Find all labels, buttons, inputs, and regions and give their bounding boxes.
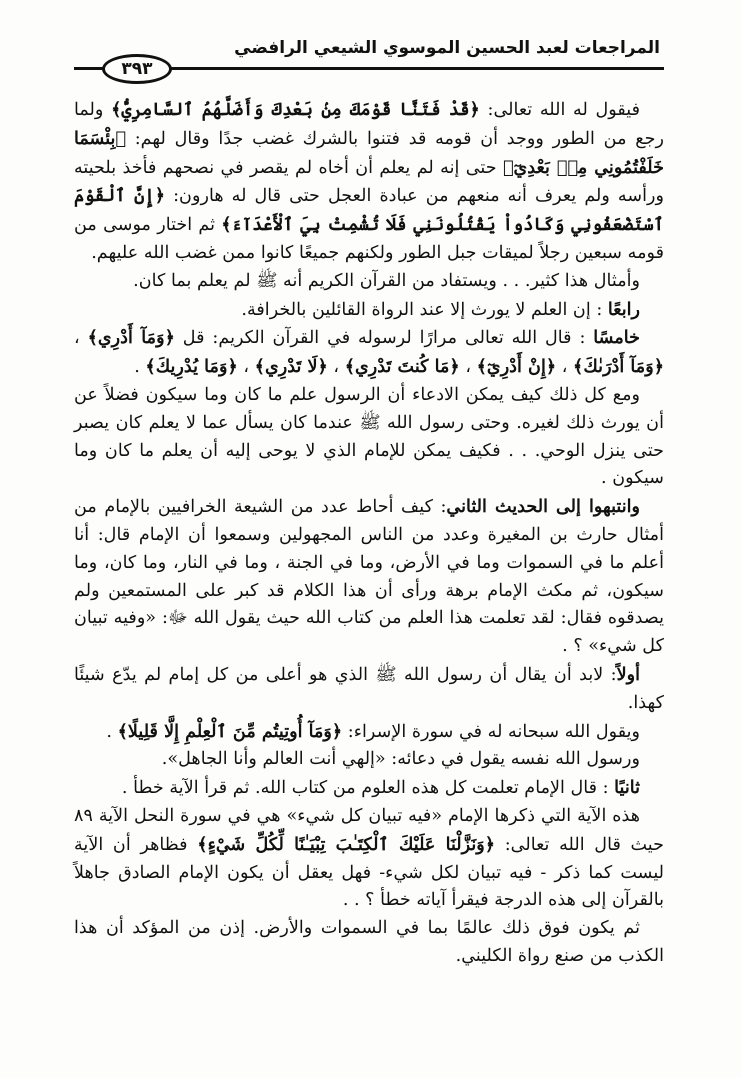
paragraph-p4 xyxy=(74,324,664,382)
quran-verse: ﴿لَا تَدْرِي﴾ xyxy=(254,356,328,378)
text-run: حتى إنه لم يعلم أن أخاه لم يقصر في نصحهم فأخذ بلحيته ورأسه ولم يعرف أنه منعهم من عبادة العجل حتى قال له هارون: xyxy=(74,157,664,207)
text-run: . xyxy=(134,357,146,378)
bold-lead: أولاً xyxy=(616,663,640,685)
paragraph-p6 xyxy=(74,493,664,661)
quran-verse: ﴿مَا كُنتَ تَدْرِي﴾ xyxy=(344,356,460,378)
paragraph-p8 xyxy=(74,718,664,747)
text-run: ولما رجع من الطور ووجد أن قومه قد فتنوا بالشرك غضب جدًا وقال لهم: xyxy=(74,100,664,149)
quran-verse: ﴿وَمَآ أَدْرِي﴾ xyxy=(87,327,175,349)
quran-verse: ﴿إِنَّ ٱلْقَوْمَ ٱسْتَضْعَفُونِي وَكَادُواْ يَقْتُلُونَنِي فَلَا تُشْمِتْ بِيَ ٱلْأَعْدَآءَ﴾ xyxy=(74,185,664,236)
quran-verse: ﴿إِنْ أَدْرِيٓ﴾ xyxy=(476,356,557,378)
quran-verse: ﴿بِئْسَمَا خَلَفْتُمُونِي مِنۢ بَعْدِيٓ﴾ xyxy=(74,127,664,178)
paragraph-p5 xyxy=(74,382,664,493)
text-run: ثم يكون فوق ذلك عالمًا بما في السموات والأرض. إذن من المؤكد أن هذا الكذب من صنع رواة الكليني. xyxy=(74,918,664,966)
paragraph-p2 xyxy=(74,268,664,296)
bold-lead: ثانيًا xyxy=(614,777,640,799)
quran-verse: ﴿وَمَآ أُوتِيتُم مِّنَ ٱلْعِلْمِ إِلَّا قَلِيلًا﴾ xyxy=(117,720,343,742)
paragraph-p3 xyxy=(74,296,664,325)
quran-verse: ﴿قَدْ فَتَنَّا قَوْمَكَ مِنۢ بَعْدِكَ وَأَضَلَّهُمُ ٱلسَّامِرِيُّ﴾ xyxy=(111,99,480,120)
text-run: ، xyxy=(74,328,88,349)
paragraph-p9 xyxy=(74,746,664,774)
text-run: فيقول له الله تعالى: xyxy=(479,100,641,120)
paragraph-p11 xyxy=(74,803,664,915)
text-run: ، xyxy=(327,357,345,378)
text-run: ورسول الله نفسه يقول في دعائه: «إلهي أنت العالم وأنا الجاهل». xyxy=(161,749,640,770)
quran-verse: ﴿وَنَزَّلْنَا عَلَيْكَ ٱلْكِتَـٰبَ تِبْيَـٰنًا لِّكُلِّ شَيْءٍ﴾ xyxy=(197,833,496,855)
bold-lead: وانتبهوا إلى الحديث الثاني xyxy=(446,496,640,518)
text-run: : قال الله تعالى مرارًا لرسوله في القرآن الكريم: قل xyxy=(174,328,594,349)
text-run: فظاهر أن الآية ليست كما ذكر - فيه تبيان لكل شيء- فهل يعقل أن يكون الإمام الصادق جاهلاً بالقرآن إلى هذه الدرجة فيقرأ آياته خطأ ؟ . . xyxy=(74,834,664,911)
text-run: هذه الآية التي ذكرها الإمام «فيه تبيان كل شيء» هي في سورة النحل الآية ٨٩ حيث قال الله تعالى: xyxy=(74,805,664,855)
text-run: : قال الإمام تعلمت كل هذه العلوم من كتاب الله. ثم قرأ الآية خطأ . xyxy=(121,778,615,799)
bold-lead: خامسًا xyxy=(593,327,640,349)
quran-verse: ﴿وَمَا يُدْرِيكَ﴾ xyxy=(145,356,238,378)
text-run: . xyxy=(106,721,118,742)
paragraph-p12 xyxy=(74,915,664,971)
paragraph-p1 xyxy=(74,96,664,268)
text-run: ويقول الله سبحانه له في سورة الإسراء: xyxy=(342,721,640,742)
bold-lead: رابعًا xyxy=(607,298,640,320)
text-run: ، xyxy=(237,357,255,378)
text-run: : كيف أحاط عدد من الشيعة الخرافيين بالإمام من أمثال حارث بن المغيرة وعدد من الناس المجهولين وسمعوا أن الإمام قال: أنا أعلم ما في السموات وما في الأرض، وما في الجنة ، وما في النار، وما كان، وما سيكون، ثم مكث الإمام برهة ورأى أن هذا الكلام قد كبر على المستمعين ولم يصدقوه فقال: لقد تعلمت هذا العلم من كتاب الله حيث يقول الله ﷻ: «وفيه تبيان كل شيء» ؟ . xyxy=(74,497,664,657)
text-run: : لابد أن يقال أن رسول الله ﷺ الذي هو أعلى من كل إمام لم يدّع شيئًا كهذا. xyxy=(74,664,664,713)
text-run: وأمثال هذا كثير. . . ويستفاد من القرآن الكريم أنه ﷺ لم يعلم بما كان. xyxy=(133,270,640,291)
quran-verse: ﴿وَمَآ أَدْرَىٰكَ﴾ xyxy=(573,356,664,378)
text-run: ، xyxy=(556,357,574,378)
text-run: ومع كل ذلك كيف يمكن الادعاء أن الرسول علم ما كان وما سيكون فضلاً عن أن يورث ذلك لغيره. وحتى رسول الله ﷺ عندما كان يسأل عما لا يعلم كان يصبر حتى ينزل الوحي. . . فكيف يمكن للإمام الذي لا يوحى إليه أن يعلم ما كان وما سيكون . xyxy=(74,384,664,489)
page-header xyxy=(74,30,664,80)
paragraph-p7 xyxy=(74,661,664,718)
text-run: ثم اختار موسى من قومه سبعين رجلاً لميقات جبل الطور ولكنهم جميعًا كانوا ممن غضب الله عليهم. xyxy=(74,215,664,263)
text-run: : إن العلم لا يورث إلا عند الرواة القائلين بالخرافة. xyxy=(241,299,608,320)
running-title: المراجعات لعبد الحسين الموسوي الشيعي الرافضي xyxy=(234,38,660,58)
text-run: ، xyxy=(459,357,477,378)
page-number: ٣٩٣ xyxy=(102,54,172,84)
paragraph-p10 xyxy=(74,774,664,803)
page-body xyxy=(74,96,664,971)
